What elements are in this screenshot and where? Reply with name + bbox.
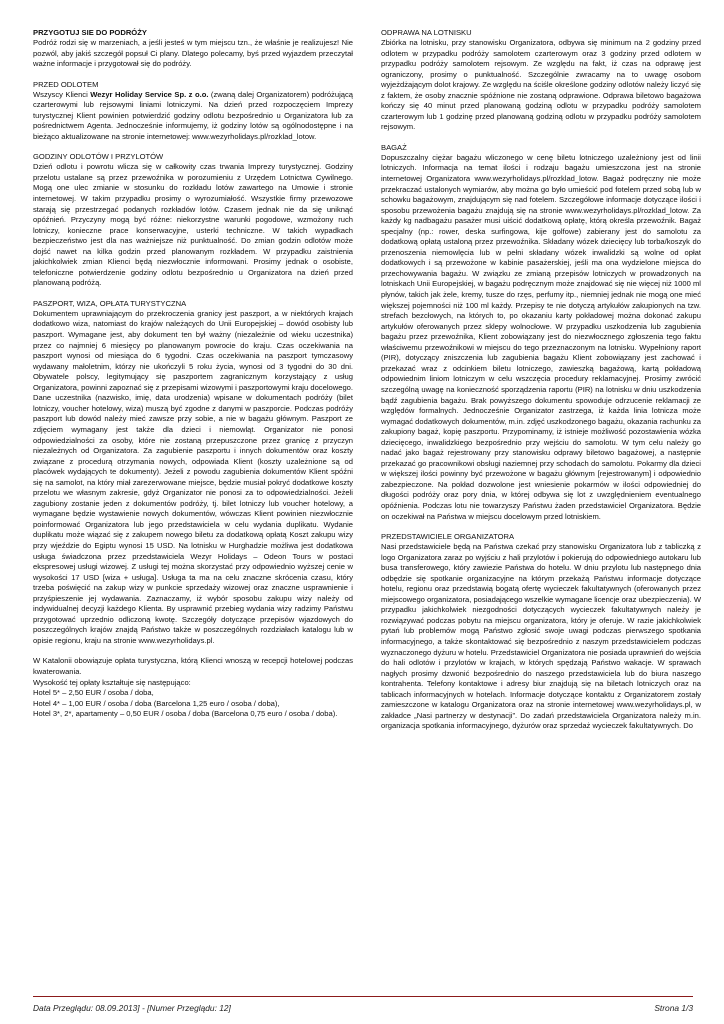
company-name: Wezyr Holiday Service Sp. z o.o. — [90, 89, 209, 99]
section-checkin — [381, 28, 701, 133]
section-heading: PRZEDSTAWICIELE ORGANIZATORA — [381, 532, 515, 542]
section-text: Dopuszczalny ciężar bagażu wliczonego w cenę biletu lotniczego uzależniony jest od linii lotniczych. Informacja na temat ilości i rodzaju bagażu umieszczona jest na stronie internetowej Organizatora www.wezyrholidays.pl/rozklad_lotow. Bagaż podręczny nie może przekraczać ustalonych wymiarów, aby można go było umieścić pod fotelem przed sobą lub w schowku bagażowym, znajdującym się nad fotelem. Szczegółowe informacje dotyczące ilości i sposobu przewożenia bagażu znajdują się na stronie www.wezyrholidays.pl/rozklad_lotow. Za każdy kg nadbagażu pasażer musi uiścić dodatkową opłatę, którą określa przewoźnik. Bagaż specjalny (np.: rower, deska surfingowa, kije golfowe) zabierany jest do samolotu za dodatkową opłatą ustaloną przez przewoźnika. Składany wózek dziecięcy lub torba/koszyk do przenoszenia niemowlęcia lub w pełni składany wózek inwalidzki są wolne od opłat dodatkowych i są przewożone w kabinie pasażerskiej, jeśli ma ona wydzielone miejsca do przechowywania bagażu. W związku ze zmianą przepisów lotniczych w prowadzonych na lotniskach Unii Europejskiej, w bagażu podręcznym może znajdować się nie więcej niż 1000 ml płynów, takich jak żele, kremy, tusze do rzęs, perfumy itp., niemniej jednak nie mogą one mieć większej pojemności niż 100 ml każdy. Przepisy te nie dotyczą artykułów zakupionych na tzw. strefach bezcłowych, na których to, po okazaniu karty pokładowej można dokonać zakupu artykułów oferowanych przez sklepy wolnocłowe. W przypadku uszkodzenia lub zagubienia bagażu przez przewoźnika, Klient zobowiązany jest do niezwłocznego zgłoszenia tego faktu właściwemu przewoźnikowi w miejscu do tego przeznaczonym na lotnisku. Wypełniony raport (PIR), dotyczący zniszczenia lub zagubienia bagażu Klient zobowiązany jest zachować i przekazać wraz z odcinkiem biletu lotniczego, zawieszką bagażową, kartą pokładową odpowiednim liniom lotniczym w celu wszczęcia procedury reklamacyjnej. Prosimy zwrócić szczególną uwagę na konieczność sporządzenia raportu (PIR) na lotnisku w dniu uszkodzenia bądź zagubienia bagażu. Brak powyższego dokumentu spowoduje odrzucenie reklamacji ze względów formalnych. Jednocześnie Organizator zastrzega, iż każda linia lotnicza może wymagać dodatkowych dokumentów, m.in. zdjęć uszkodzonego bagażu, okazania rachunku za zakupiony bagaż, kopię paszportu. Przypominamy, iż istnieje możliwość pozostawienia wózka dziecięcego, inwalidzkiego bezpośrednio przy wejściu do samolotu. W tym celu należy go nadać jako bagaż rejestrowany przy stanowisku odprawy biletowo bagażowej, a następnie przekazać go pracownikowi obsługi naziemnej przy schodach do samolotu. Pokarmy dla dzieci w większej ilości powinny być przewożone w bagażu głównym [rejestrowanym] i odpowiednio zabezpieczone. Na pokład dozwolone jest wniesienie pokarmów w ilości odpowiedniej do długości podróży oraz pory dnia, w której odbywa się lot z uwzględnieniem eventualnego opóźnienia. Podczas lotu nie towarzyszy Państwu żaden przedstawiciel Organizatora. Będzie on oczekiwał na Państwa w miejscu docelowym przed lotniskiem. — [381, 152, 701, 521]
section-representatives — [381, 532, 701, 732]
fee-line: Wysokość tej opłaty kształtuje się następująco: — [33, 677, 191, 687]
section-prepare — [33, 28, 353, 70]
section-text: W Katalonii obowiązuje opłata turystyczna, którą Klienci wnoszą w recepcji hotelowej podczas kwaterowania. — [33, 656, 353, 676]
section-heading: PRZYGOTUJ SIE DO PODRÓŻY — [33, 28, 147, 37]
section-text: Podróż rodzi się w marzeniach, a jeśli jesteś w tym miejscu tzn., że właśnie je realizujesz! Nie pozwól, aby jakiś szczegół popsuł Ci plany. Dlatego polecamy, byś przed wyjazdem przeczytał ważne informacje i przygotował się do podróży. — [33, 38, 353, 69]
text-body: (zwaną dalej Organizatorem) podróżującą czarterowymi lub rejsowymi liniami lotniczymi. Na dzień przed rozpoczęciem Imprezy turystycznej Klient powinien potwierdzić godziny odlotu bezpośrednio u Organizatora lub za pośrednictwem Agenta. Jednocześnie informujemy, iż godziny lotów są ogólnodostępne i na bieżąco aktualizowane na stronie internetowej: www.wezyrholidays.pl/rozklad_lotow. — [33, 89, 354, 141]
section-flight-times — [33, 152, 353, 289]
section-text: Dzień odlotu i powrotu wlicza się w całkowity czas trwania Imprezy turystycznej. Godziny przelotu ustalane są przez przewoźnika w porozumieniu z Urzędem Lotnictwa Cywilnego. Mogą one ulec zmianie w stosunku do rozkładu lotów zawartego na Umowie i stronie internetowej. W takim przypadku prosimy o wyrozumiałość. Wszystkie firmy przewozowe starają się przestrzegać podanych rozkładów lotów. Czasem jednak nie da się uniknąć opóźnień. Przyczyny mogą być różne: niekorzystne warunki pogodowe, wzmożony ruch lotniczy, konieczne prace konserwacyjne, usterki techniczne. W takich wypadkach bezpieczeństwo jest dla nas ważniejsze niż punktualność. Do zmian godzin odlotów może dojść nawet na kilka godzin przed planowanym rozkładem. W przypadku zaistnienia jakichkolwiek zmian Klienci będą niezwłocznie informowani. Prosimy jednak o osobiste, telefoniczne potwierdzenie godziny odlotu bezpośrednio u Organizatora na dzień przed planowaną podróżą. — [33, 162, 353, 288]
section-catalonia — [33, 656, 353, 719]
left-column — [33, 28, 353, 730]
section-heading: PASZPORT, WIZA, OPŁATA TURYSTYCZNA — [33, 298, 187, 308]
section-before-departure — [33, 80, 353, 143]
section-text: Zbiórka na lotnisku, przy stanowisku Organizatora, odbywa się minimum na 2 godziny przed odlotem w przypadku podróży samolotem czarterowym oraz 3 godziny przed odlotem w przypadku podróży samolotem rejsowym. Ze względu na fakt, iż czas na odprawę jest ograniczony, prosimy o punktualność. Szczególnie zwracamy na to uwagę osobom wyjeżdżającym dolot krajowy. Ze względu na ściśle określone godziny odlotów należy liczyć się z faktem, że osoby znacznie spóźnione nie zostaną odprawione. Odprawa biletowo bagażowa kończy się 40 minut przed planowaną godziną odlotu w przypadku podróży samolotem czarterowym lub 1 godzinę przed planowaną godziną odlotu w przypadku podróży samolotem rejsowym. — [381, 38, 701, 132]
fee-line: Hotel 3*, 2*, apartamenty – 0,50 EUR / osoba / doba (Barcelona 0,75 euro / osoba / doba). — [33, 709, 338, 719]
right-column — [381, 28, 701, 742]
section-text — [33, 90, 353, 143]
text-prefix: Wszyscy Klienci — [33, 89, 91, 99]
footer-review-info: Data Przeglądu: 08.09.2013] - [Numer Przeglądu: 12] — [33, 1003, 231, 1013]
section-passport — [33, 299, 353, 647]
section-heading: BAGAŻ — [381, 142, 407, 152]
section-text: Dokumentem uprawniającym do przekroczenia granicy jest paszport, a w niektórych krajach dodatkowo wiza, natomiast do krajów należących do Unii Europejskiej – dowód osobisty lub paszport. Wymagane jest, aby dokument ten był ważny (niezależnie od wieku uczestnika) przez co najmniej 6 miesięcy po planowanym powrocie do kraju. Czas oczekiwania na paszport wynosi od miesiąca do 6 tygodni. Czas oczekiwania na paszport tymczasowy wydawany małoletnim, którzy nie ukończyli 5 roku życia, wynosi od 3 tygodni do 30 dni. Obywatele polscy, legitymujący się paszportem zagranicznym korzystający z usług Organizatora, powinni zapoznać się z przepisami wizowymi i paszportowymi kraju docelowego. Dane uczestnika (nazwisko, imię, data urodzenia) wpisane w dokumentach podróży (bilet lotniczy, voucher hotelowy, wiza) muszą być zgodne z danymi w paszporcie. Podczas podróży paszport lub dowód należy mieć zawsze przy sobie, a nie w bagażu głównym. Paszport ze zdjęciem wymagany jest także dla dzieci i niemowląt. Organizator nie ponosi odpowiedzialności za osoby, które nie zostaną przepuszczone przez granicę z przyczyn niezależnych od Organizatora. Za zagubienie paszportu i innych dokumentów oraz koszty związane z procedurą otrzymania nowych, odpowiada Klient (koszty uzależnione są od placówek wydających te dokumenty). Jeżeli z powodu zagubienia dokumentów Klient spóźni się na samolot, na który miał zarezerwowane miejsce, będzie musiał pokryć dodatkowe koszty przelotu we własnym zakresie, gdyż Organizator nie ponosi za to odpowiedzialności. Jeżeli zagubiony zostanie jeden z dokumentów podróży, tj. bilet lotniczy lub voucher hotelowy, a wymagane będzie wystawienie nowych dokumentów, wówczas Klient powinien niezwłocznie poinformować Organizatora lub jego przedstawiciela w celu wydania duplikatu. Wydanie duplikatu może wiązać się z zakupem nowego biletu za dodatkową opłatą Koszt zakupu wizy przy wjeździe do Egiptu wynosi 15 USD. Na lotnisku w Hurghadzie możliwa jest dodatkowa usługa świadczona przez przedstawiciela Wezyr Holidays – Odeon Tours w postaci ekspresowej usługi wizowej. Z usługi tej można skorzystać przy odpowiednio wyższej cenie w wysokości 17 USD [wiza + usługa]. Usługa ta ma na celu znaczne skrócenia czasu, który trzeba poświęcić na zakup wizy w punkcie sprzedaży wizowej oraz znaczne usprawnienie i przyśpieszenie jej wydawania. Zaznaczamy, iż wybór sposobu zakupu wizy należy od indywidualnej decyzji każdego Klienta. By usprawnić przebieg wydania wizy radzimy Państwu przygotować uprzednio odliczoną kwotę. Szczegóły dotyczące przepisów wjazdowych do poszczególnych krajów znajdą Państwo także w poszczególnych rozdziałach katalogu lub w opisie regionu, kraju na stronie www.wezyrholidays.pl. — [33, 308, 353, 645]
section-heading: ODPRAWA NA LOTNISKU — [381, 28, 472, 37]
section-heading: GODZINY ODLOTÓW I PRZYLOTÓW — [33, 152, 164, 162]
footer-page-number: Strona 1/3 — [654, 1003, 693, 1013]
fee-line: Hotel 4* – 1,00 EUR / osoba / doba (Barcelona 1,25 euro / osoba / doba), — [33, 698, 280, 708]
section-text: Nasi przedstawiciele będą na Państwa czekać przy stanowisku Organizatora lub z tabliczką z logo Organizatora zaraz po wyjściu z hali przylotów i pokierują do odpowiedniego autokaru lub busa transferowego, który zawiezie Państwa do hotelu. W dniu przylotu lub następnego dnia odbędzie się spotkanie organizacyjne na którym przekażą Państwu informacje dotyczące hotelu, regionu oraz przedstawią bogatą ofertę wycieczek fakultatywnych (oferowanych przez miejscowego organizatora, posiadającego wszelkie wymagane licencje oraz ubezpieczenia). W przypadku jakichkolwiek niezgodności dotyczących wycieczek fakultatywnych należy je rozwiązywać podczas pobytu na miejscu organizatora, który je oferuje. W razie jakichkolwiek pytań lub problemów mogą Państwo zgłosić swoje uwagi podczas pierwszego spotkania informacyjnego, a także skontaktować się bezpośrednio z naszym przedstawicielem podczas wyznaczonego dyżuru w hotelu. Przedstawiciel Organizatora nie posiada uprawnień do wejścia do hali odlotów i przylotów w krajach, w których spędzają Państwo wakacje. W sprawach nagłych prosimy dzwonić bezpośrednio do naszego przedstawiciela lub do biura naszego kontrahenta. Telefony kontaktowe i adresy biur znajdują się na biletach lotniczych oraz na tablicach informacyjnych w hotelach. Informacje dotyczące kontaktu z Organizatorem zostały zamieszczone w katalogu Organizatora oraz na stronie internetowej www.wezyrholidays.pl, w zakładce „Nasi partnerzy w destynacji”. Do zadań przedstawiciela Organizatora należy m.in. organizacja spotkania informacyjnego, dyżurów oraz sprzedaż wycieczek fakultatywnych. Do — [381, 542, 701, 731]
section-heading: PRZED ODLOTEM — [33, 79, 99, 89]
section-baggage — [381, 143, 701, 522]
footer-divider — [33, 996, 693, 997]
fee-line: Hotel 5* – 2,50 EUR / osoba / doba, — [33, 688, 154, 698]
